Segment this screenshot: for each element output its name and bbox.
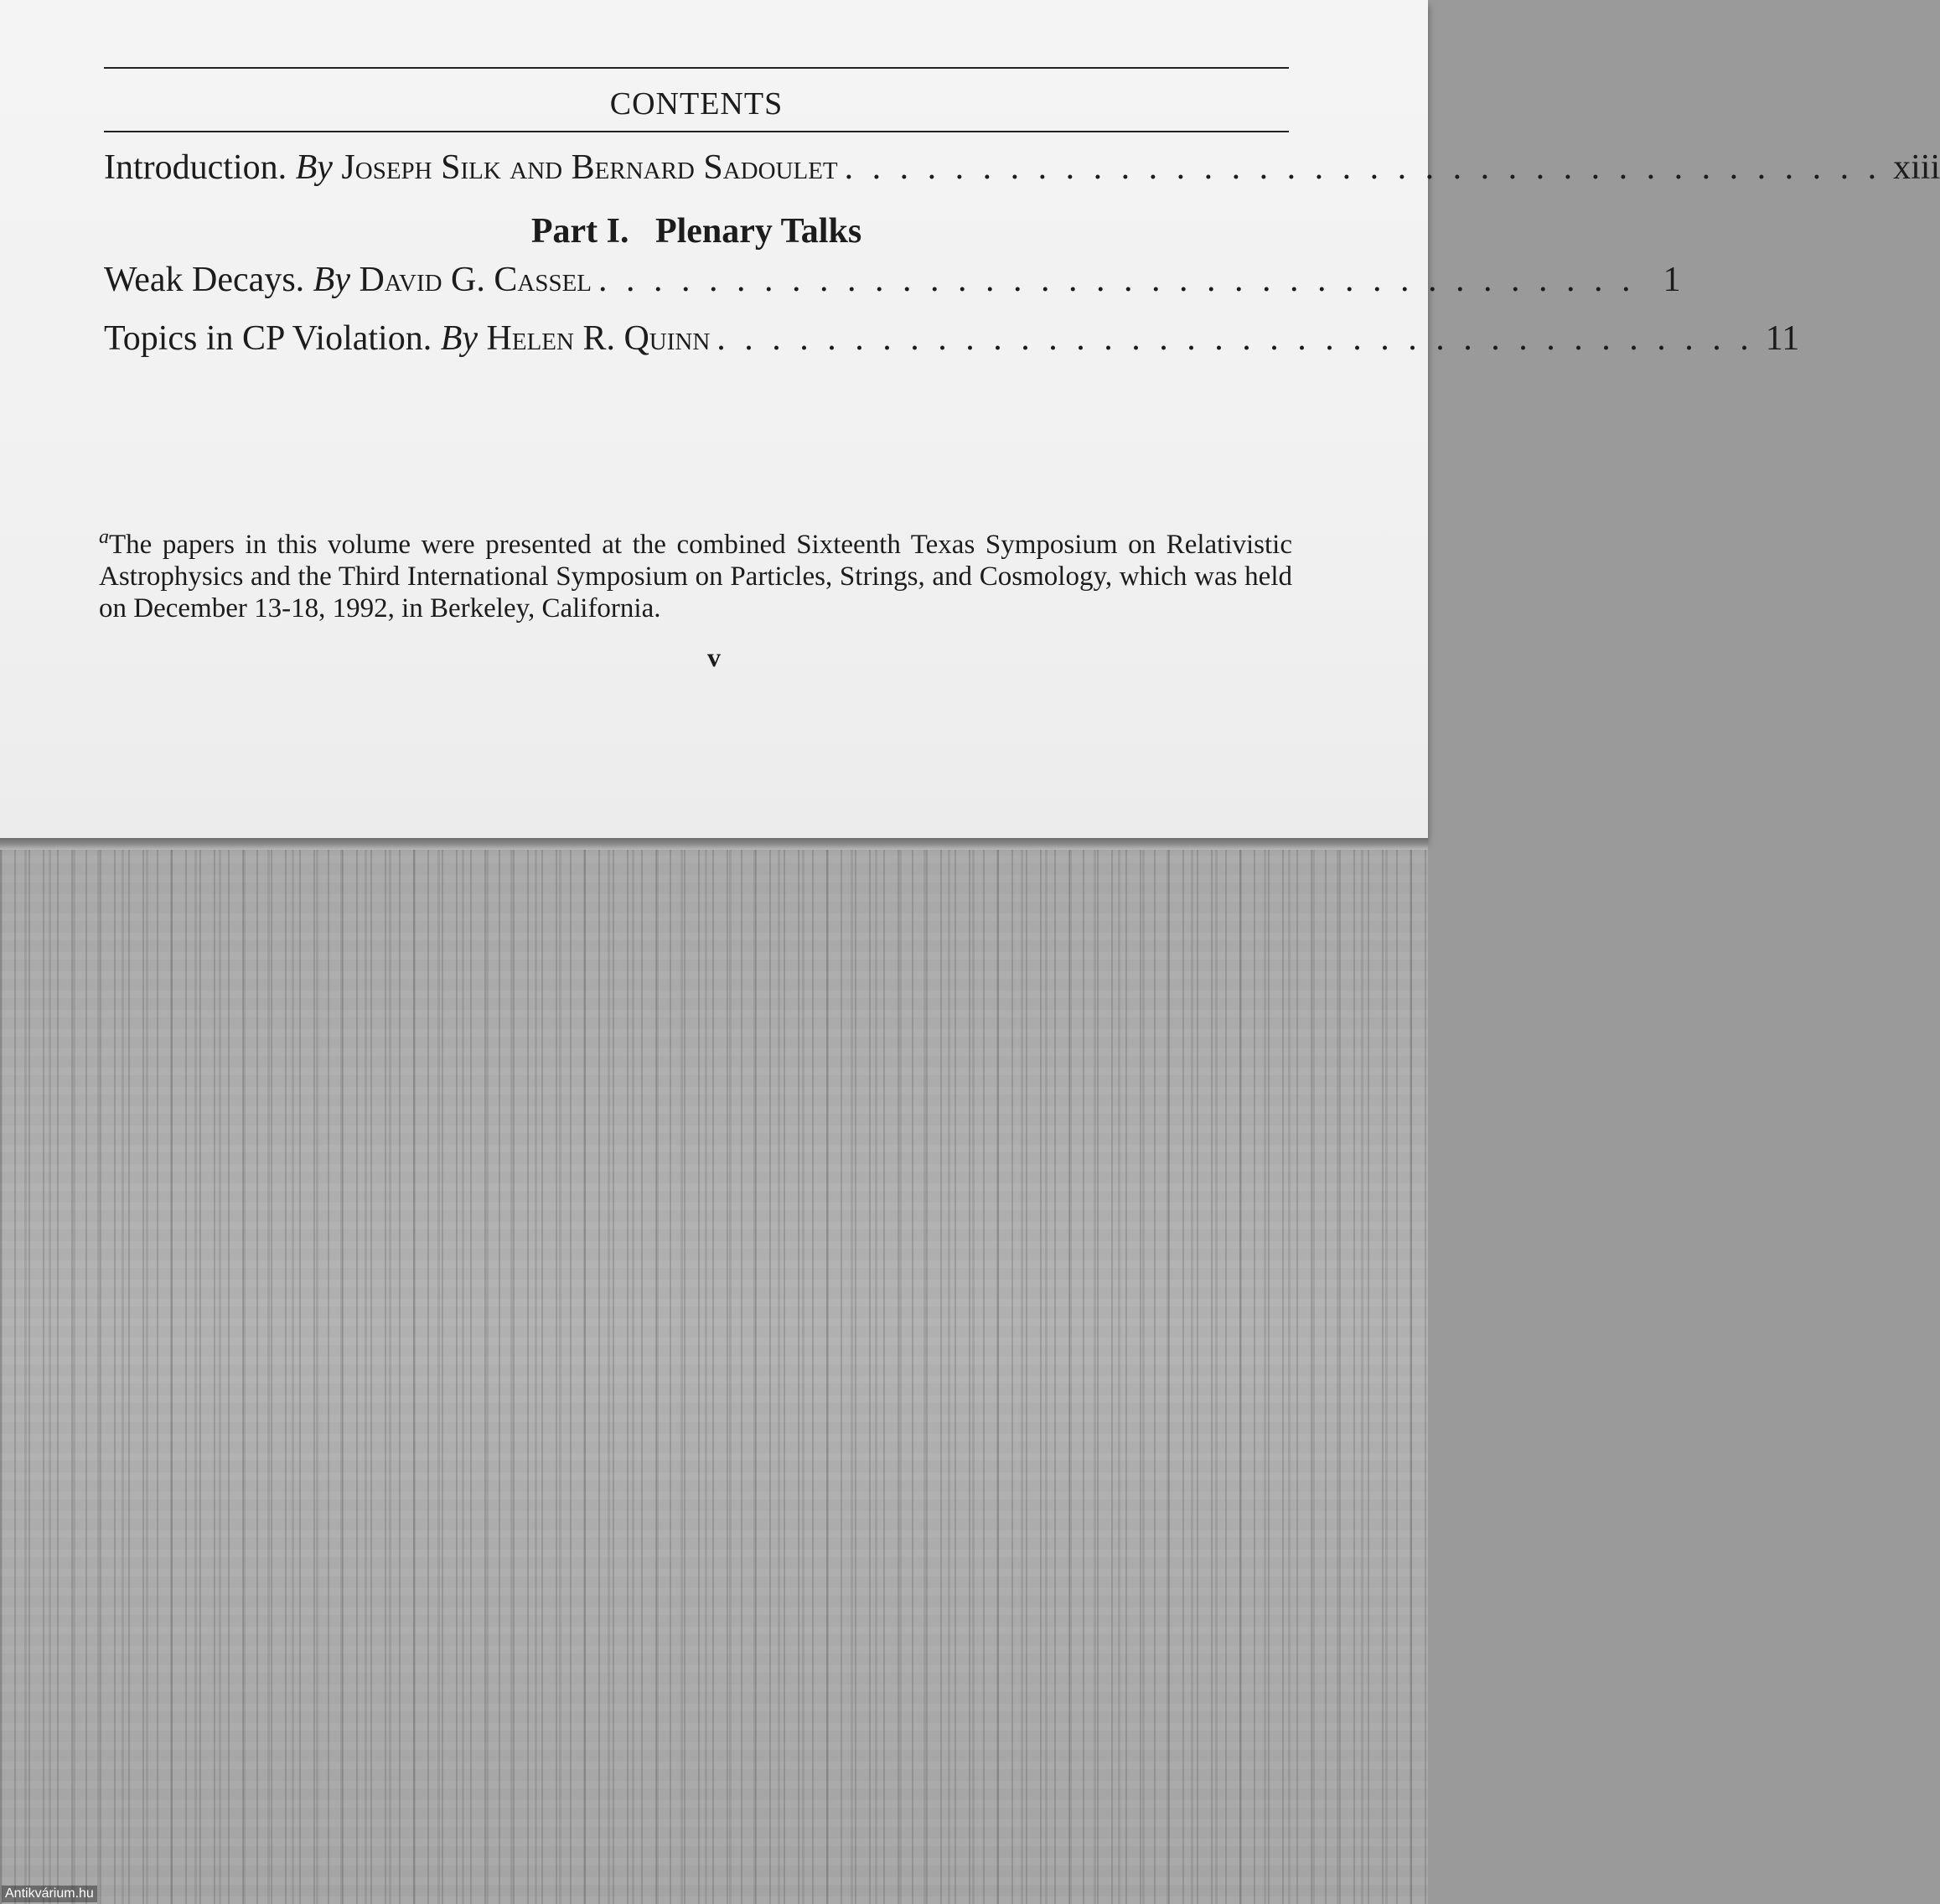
entry-title: Introduction. By Joseph Silk and Bernard Sadoulet <box>104 148 838 187</box>
dot-leader: . . . . . . . . . . . . . . . . . . . . . . . . . . . . . . . . . . . . . . <box>717 319 1754 358</box>
page-folio: v <box>707 642 721 672</box>
dot-leader: . . . . . . . . . . . . . . . . . . . . . . . . . . . . . . . . . . . . . . <box>598 261 1636 299</box>
watermark-logo: Antikvárium.hu <box>2 1886 97 1902</box>
contents-heading: CONTENTS <box>609 86 784 122</box>
entry-page-number: xiii <box>1893 148 1940 187</box>
dot-leader: . . . . . . . . . . . . . . . . . . . . . . . . . . . . . . . . . . . . . . <box>844 148 1882 187</box>
entry-page-number: 1 <box>1663 261 1681 299</box>
footnote-text: The papers in this volume were presented at the combined Sixteenth Texas Symposium on Relativistic Astrophysics and the Third International Symposium on Particles, Strings, and Cosmology, which was held on December 13-18, 1992, in Berkeley, California. <box>99 530 1292 623</box>
entry-page-number: 11 <box>1765 319 1800 358</box>
toc-entry <box>104 147 1940 188</box>
heading-rule <box>104 131 1289 132</box>
top-rule <box>104 67 1289 69</box>
footnote-marker: a <box>99 526 109 548</box>
toc-entry <box>104 318 1800 359</box>
entry-title: Weak Decays. By David G. Cassel <box>104 261 592 299</box>
footnote <box>99 521 1292 624</box>
entry-title: Topics in CP Violation. By Helen R. Quinn <box>104 319 711 358</box>
part-heading: Part I. Plenary Talks <box>530 212 862 251</box>
book-page <box>0 0 1940 838</box>
toc-entry <box>104 260 1681 300</box>
page-edge <box>0 838 1428 850</box>
